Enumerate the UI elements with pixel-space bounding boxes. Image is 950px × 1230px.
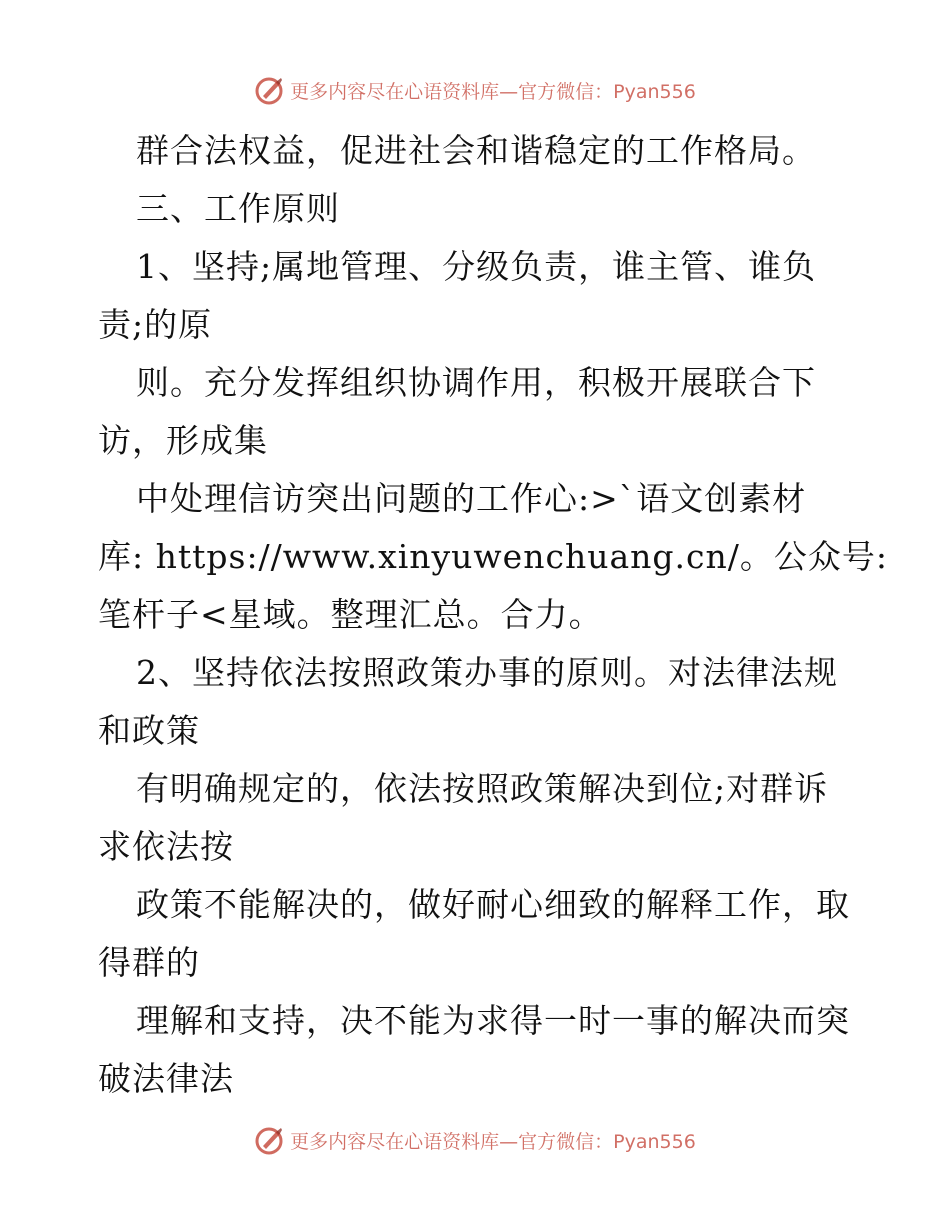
quill-logo-icon: [254, 74, 286, 106]
document-body: [98, 122, 888, 1108]
text-line: 求依法按: [98, 827, 234, 866]
text-line: 责;的原: [98, 305, 213, 344]
text-line: 笔杆子<星域。整理汇总。合力。: [98, 595, 603, 634]
text-line: 2、坚持依法按照政策办事的原则。对法律法规: [136, 653, 838, 692]
text-line: 有明确规定的，依法按照政策解决到位;对群诉: [136, 769, 829, 808]
quill-logo-icon: [254, 1124, 286, 1156]
text-line: 三、工作原则: [136, 189, 340, 228]
text-line: 破法律法: [98, 1059, 234, 1098]
text-line: 和政策: [98, 711, 200, 750]
footer-watermark: [0, 1120, 950, 1160]
header-watermark: [0, 70, 950, 110]
text-line: 1、坚持;属地管理、分级负责，谁主管、谁负: [136, 247, 817, 286]
text-line: 群合法权益，促进社会和谐稳定的工作格局。: [136, 131, 816, 170]
watermark-text: 更多内容尽在心语资料库—官方微信：Pyan556: [290, 80, 696, 103]
text-line: 库: https://www.xinyuwenchuang.cn/。公众号:: [98, 537, 888, 576]
text-line: 理解和支持，决不能为求得一时一事的解决而突: [136, 1001, 850, 1040]
text-line: 得群的: [98, 943, 200, 982]
text-line: 政策不能解决的，做好耐心细致的解释工作，取: [136, 885, 850, 924]
text-line: 则。充分发挥组织协调作用，积极开展联合下: [136, 363, 816, 402]
watermark-text: 更多内容尽在心语资料库—官方微信：Pyan556: [290, 1130, 696, 1153]
text-line: 中处理信访突出问题的工作心:>`语文创素材: [136, 479, 807, 518]
text-line: 访，形成集: [98, 421, 268, 460]
